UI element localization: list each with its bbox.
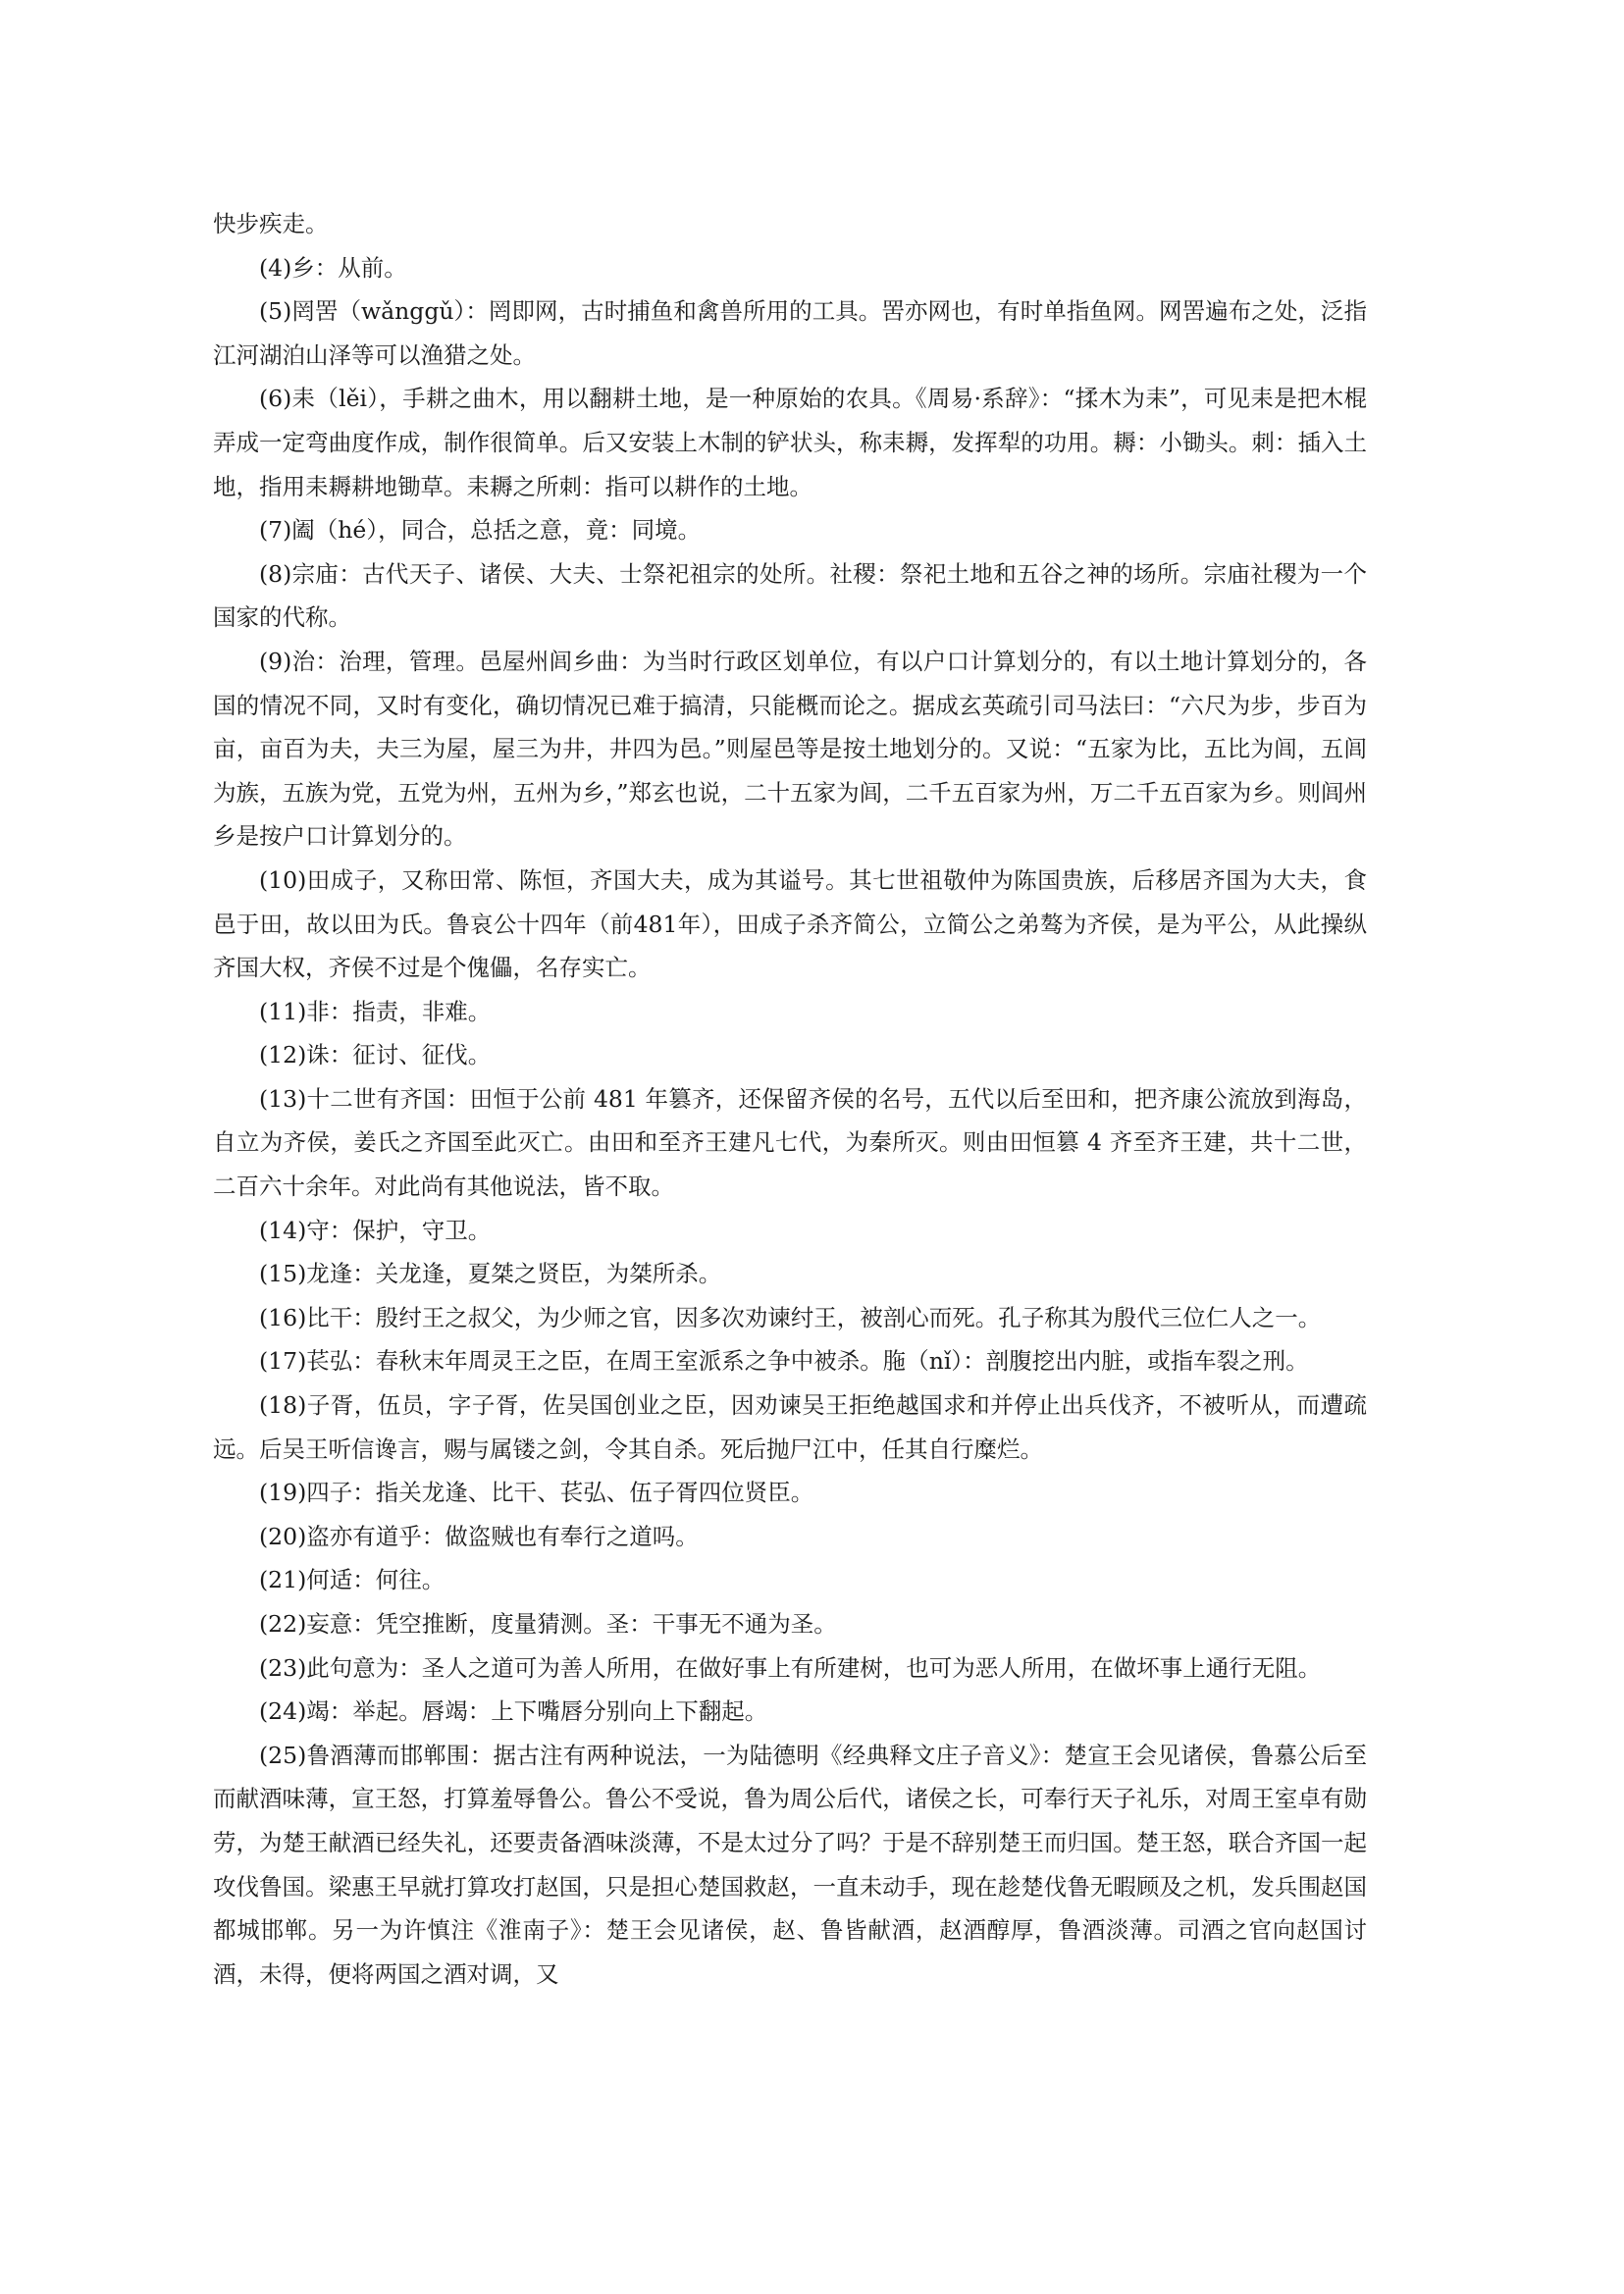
note-21: (21)何适：何往。: [259, 1566, 445, 1594]
note-12: (12)诛：征讨、征伐。: [259, 1041, 492, 1069]
note-7: (7)阖（hé），同合，总括之意，竟：同境。: [259, 516, 702, 545]
note-10: (10)田成子，又称田常、陈恒，齐国大夫，成为其谥号。其七世祖敬仲为陈国贵族，后移居齐国为大夫，食邑于田，故以田为氏。鲁哀公十四年（前481年），田成子杀齐简公，立简公之弟骜为齐侯，是为平公，从此操纵齐国大权，齐侯不过是个傀儡，名存实亡。: [213, 865, 1367, 982]
note-24: (24)竭：举起。唇竭：上下嘴唇分别向上下翻起。: [259, 1697, 768, 1726]
note-25: (25)鲁酒薄而邯郸围：据古注有两种说法，一为陆德明《经典释文庄子音义》：楚宣王会见诸侯，鲁慕公后至而献酒味薄，宣王怒，打算羞辱鲁公。鲁公不受说，鲁为周公后代，诸侯之长，可奉行天子礼乐，对周王室卓有勋劳，为楚王献酒已经失礼，还要责备酒味淡薄，不是太过分了吗？于是不辞别楚王而归国。楚王怒，联合齐国一起攻伐鲁国。梁惠王早就打算攻打赵国，只是担心楚国救赵，一直未动手，现在趁楚伐鲁无暇顾及之机，发兵围赵国都城邯郸。另一为许慎注《淮南子》：楚王会见诸侯，赵、鲁皆献酒，赵酒醇厚，鲁酒淡薄。司酒之官向赵国讨酒，未得，便将两国之酒对调，又: [213, 1741, 1367, 1988]
note-9: (9)治：治理，管理。邑屋州闾乡曲：为当时行政区划单位，有以户口计算划分的，有以土地计算划分的，各国的情况不同，又时有变化，确切情况已难于搞清，只能概而论之。据成玄英疏引司马法曰：“六尺为步，步百为亩，亩百为夫，夫三为屋，屋三为井，井四为邑。”则屋邑等是按土地划分的。又说：“五家为比，五比为闾，五闾为族，五族为党，五党为州，五州为乡，”郑玄也说，二十五家为闾，二千五百家为州，万二千五百家为乡。则闾州乡是按户口计算划分的。: [213, 647, 1367, 851]
note-16: (16)比干：殷纣王之叔父，为少师之官，因多次劝谏纣王，被剖心而死。孔子称其为殷代三位仁人之一。: [259, 1303, 1322, 1331]
note-4: (4)乡：从前。: [259, 253, 407, 282]
note-15: (15)龙逢：关龙逢，夏桀之贤臣，为桀所杀。: [259, 1260, 722, 1288]
note-6: (6)耒（lěi），手耕之曲木，用以翻耕土地，是一种原始的农具。《周易·系辞》：“揉木为耒”，可见耒是把木棍弄成一定弯曲度作成，制作很简单。后又安装上木制的铲状头，称耒耨，发挥犁的功用。耨：小锄头。刺：插入土地，指用耒耨耕地锄草。耒耨之所刺：指可以耕作的土地。: [213, 385, 1367, 500]
note-23: (23)此句意为：圣人之道可为善人所用，在做好事上有所建树，也可为恶人所用，在做坏事上通行无阻。: [259, 1653, 1322, 1682]
note-18: (18)子胥，伍员，字子胥，佐吴国创业之臣，因劝谏吴王拒绝越国求和并停止出兵伐齐，不被听从，而遭疏远。后吴王听信谗言，赐与属镂之剑，令其自杀。死后抛尸江中，任其自行糜烂。: [213, 1391, 1367, 1463]
note-19: (19)四子：指关龙逢、比干、苌弘、伍子胥四位贤臣。: [259, 1479, 814, 1507]
document-body: [213, 202, 1367, 1996]
note-13: (13)十二世有齐国：田恒于公前 481 年篡齐，还保留齐侯的名号，五代以后至田和，把齐康公流放到海岛，自立为齐侯，姜氏之齐国至此灭亡。由田和至齐王建凡七代，为秦所灭。则由田恒篡 4 齐至齐王建，共十二世，二百六十余年。对此尚有其他说法，皆不取。: [213, 1084, 1367, 1201]
note-14: (14)守：保护，守卫。: [259, 1216, 492, 1244]
note-22: (22)妄意：凭空推断，度量猜测。圣：干事无不通为圣。: [259, 1610, 837, 1638]
note-20: (20)盗亦有道乎：做盗贼也有奉行之道吗。: [259, 1522, 699, 1550]
note-8: (8)宗庙：古代天子、诸侯、大夫、士祭祀祖宗的处所。社稷：祭祀土地和五谷之神的场所。宗庙社稷为一个国家的代称。: [213, 559, 1367, 632]
note-11: (11)非：指责，非难。: [259, 997, 492, 1025]
note-17: (17)苌弘：春秋末年周灵王之臣，在周王室派系之争中被杀。胣（nǐ）：剖腹挖出内脏，或指车裂之刑。: [259, 1347, 1309, 1376]
note-5: (5)罔罟（wǎnggǔ）：罔即网，古时捕鱼和禽兽所用的工具。罟亦网也，有时单指鱼网。网罟遍布之处，泛指江河湖泊山泽等可以渔猎之处。: [213, 297, 1367, 369]
paragraph-continuation: 快步疾走。: [213, 210, 329, 237]
